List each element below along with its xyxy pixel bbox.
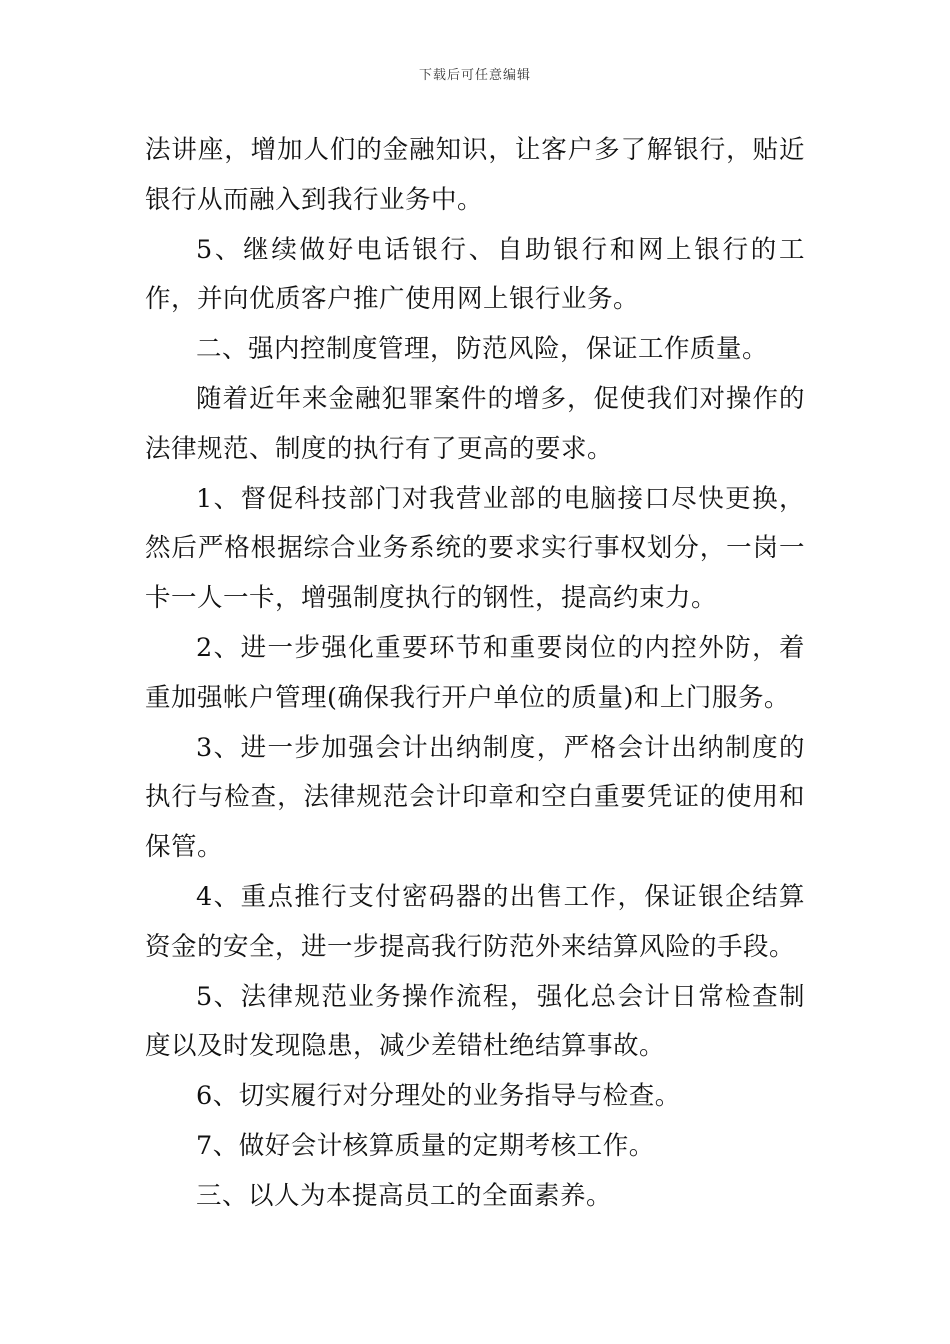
paragraph: 5、继续做好电话银行、自助银行和网上银行的工作，并向优质客户推广使用网上银行业务。 xyxy=(145,234,805,315)
paragraph: 3、进一步加强会计出纳制度，严格会计出纳制度的执行与检查，法律规范会计印章和空白重要凭证的使用和保管。 xyxy=(145,732,805,863)
section-heading: 三、以人为本提高员工的全面素养。 xyxy=(196,1180,613,1211)
paragraph: 6、切实履行对分理处的业务指导与检查。 xyxy=(196,1081,681,1112)
paragraph: 1、督促科技部门对我营业部的电脑接口尽快更换，然后严格根据综合业务系统的要求实行事权划分，一岗一卡一人一卡，增强制度执行的钢性，提高约束力。 xyxy=(145,483,805,614)
document-body xyxy=(145,126,805,1222)
paragraph: 法讲座，增加人们的金融知识，让客户多了解银行，贴近银行从而融入到我行业务中。 xyxy=(145,135,805,215)
paragraph: 随着近年来金融犯罪案件的增多，促使我们对操作的法律规范、制度的执行有了更高的要求。 xyxy=(145,383,805,464)
section-heading: 二、强内控制度管理，防范风险，保证工作质量。 xyxy=(196,334,769,365)
page-header-note: 下载后可任意编辑 xyxy=(418,68,531,83)
paragraph: 7、做好会计核算质量的定期考核工作。 xyxy=(196,1130,655,1161)
paragraph: 5、法律规范业务操作流程，强化总会计日常检查制度以及时发现隐患，减少差错杜绝结算事故。 xyxy=(145,981,805,1062)
paragraph: 2、进一步强化重要环节和重要岗位的内控外防，着重加强帐户管理(确保我行开户单位的质量)和上门服务。 xyxy=(145,632,805,713)
paragraph: 4、重点推行支付密码器的出售工作，保证银企结算资金的安全，进一步提高我行防范外来结算风险的手段。 xyxy=(145,881,805,962)
